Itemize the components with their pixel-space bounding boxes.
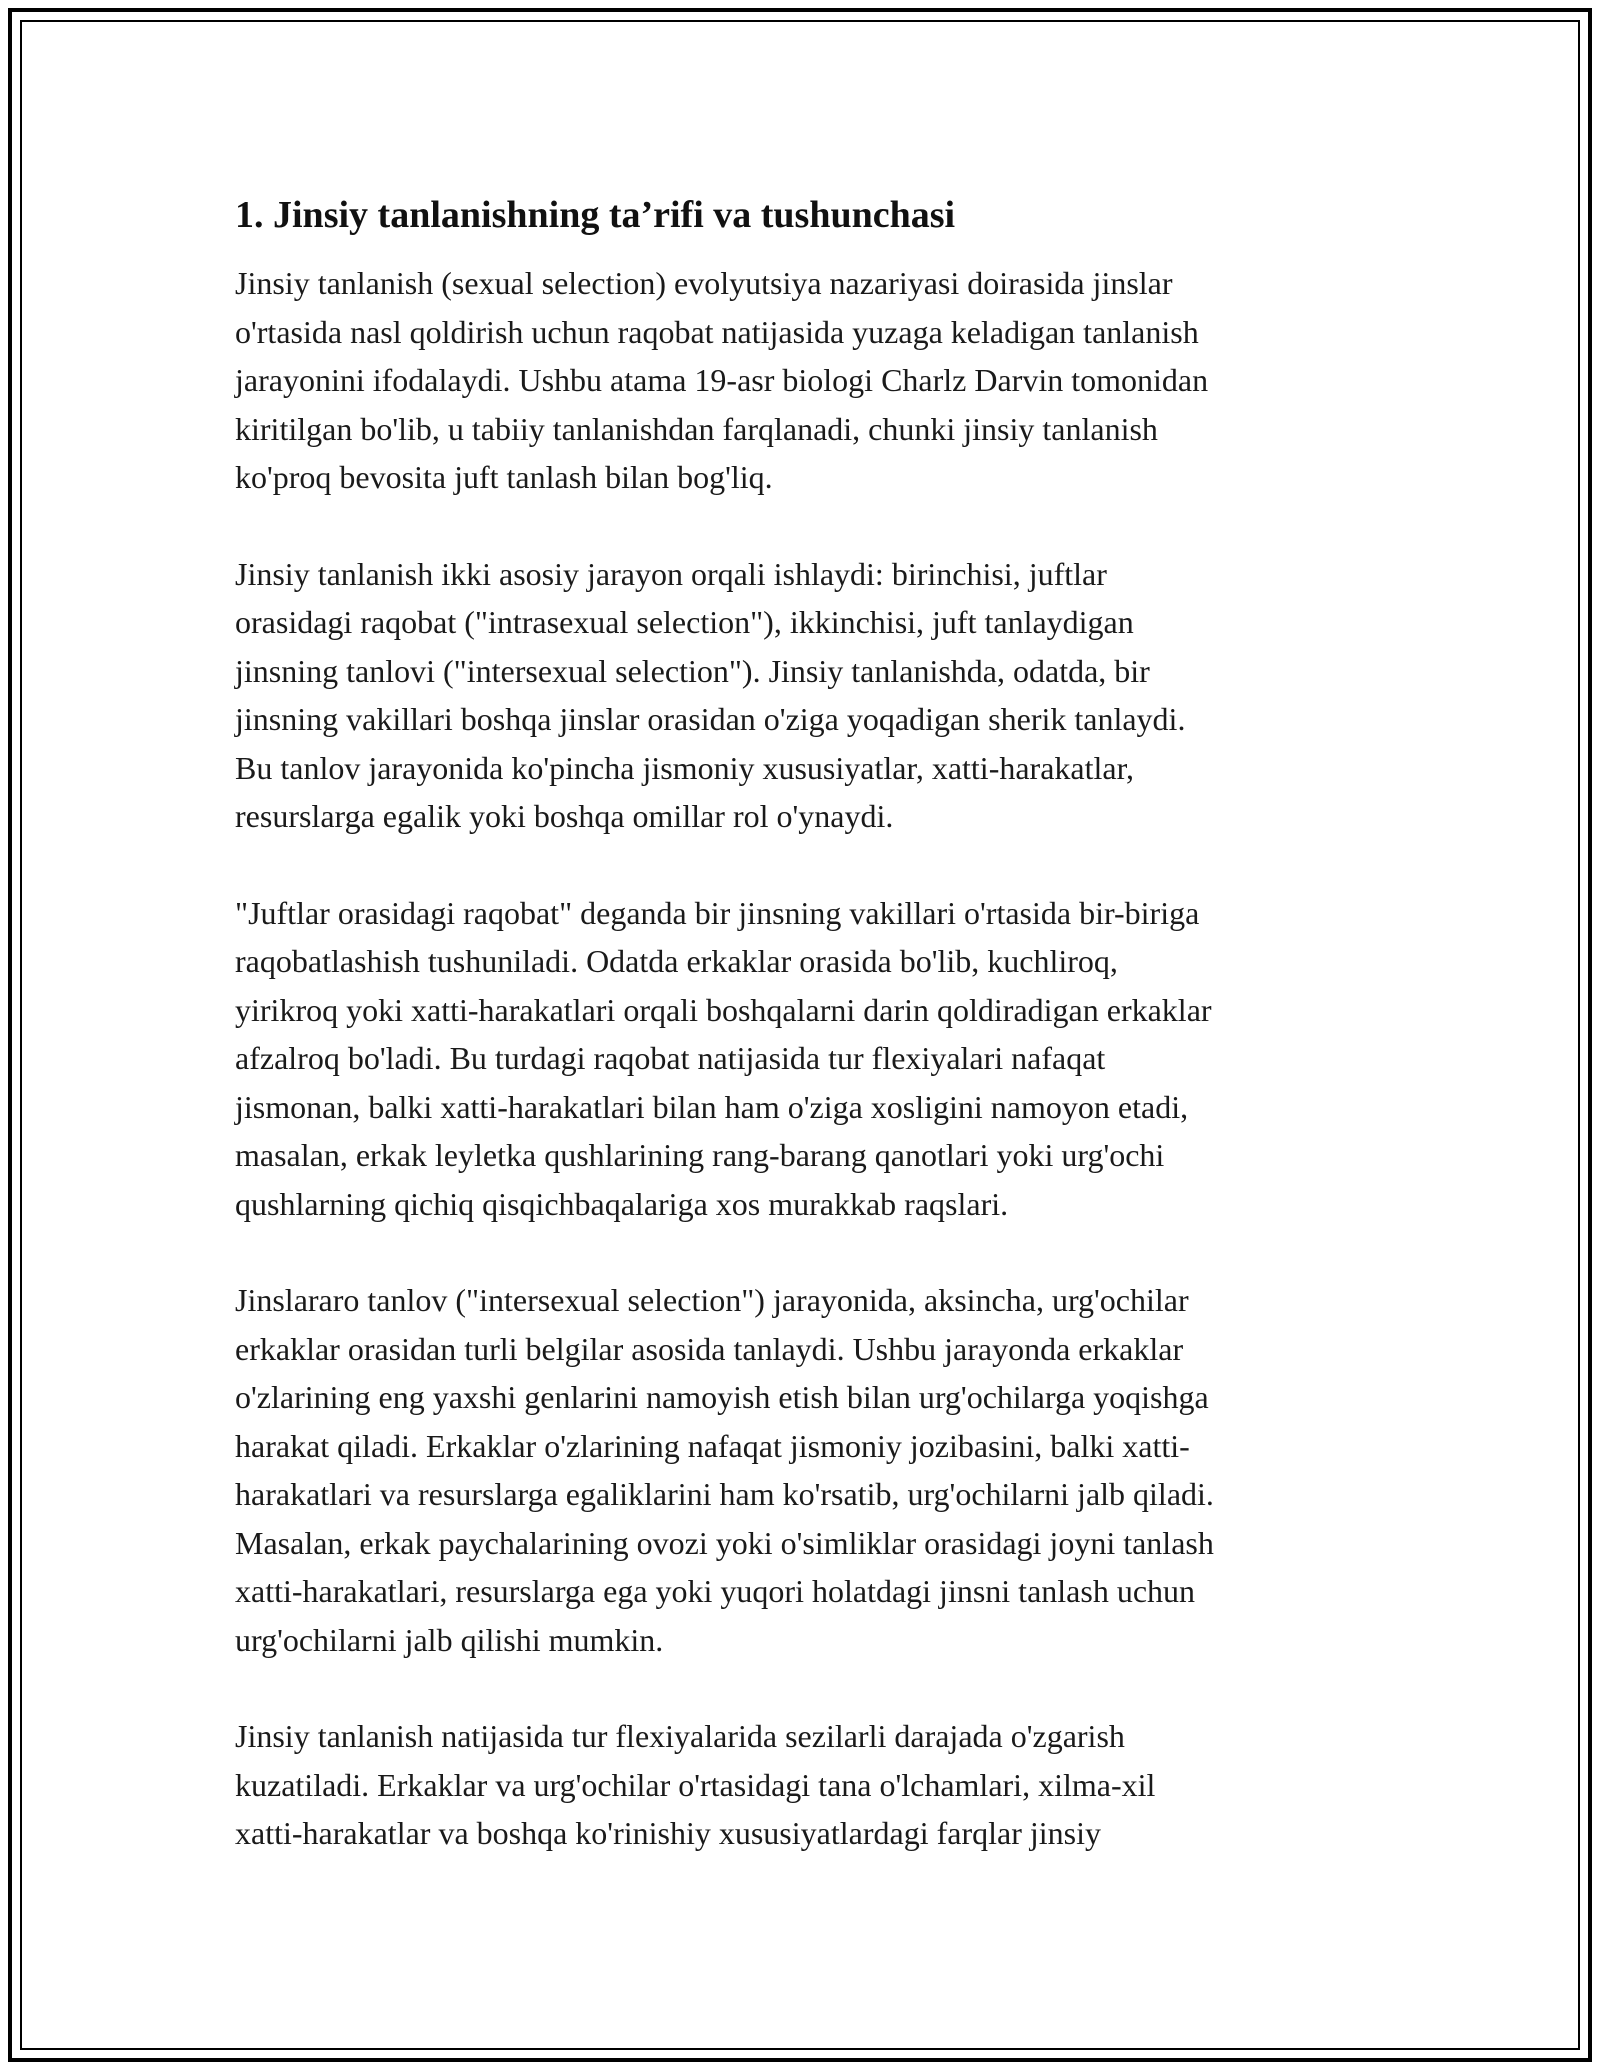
paragraph-line: qushlarning qichiq qisqichbaqalariga xos murakkab raqslari. — [235, 1185, 1009, 1222]
paragraph-line: harakatlari va resurslarga egaliklarini ham ko'rsatib, urg'ochilarni jalb qiladi. — [235, 1476, 1214, 1512]
paragraph-line: yirikroq yoki xatti-harakatlari orqali boshqalarni darin qoldiradigan erkaklar — [235, 991, 1212, 1028]
document-body — [235, 185, 1385, 1906]
paragraph — [235, 259, 1385, 502]
paragraph-line: kuzatiladi. Erkaklar va urg'ochilar o'rtasidagi tana o'lchamlari, xilma-xil — [235, 1766, 1156, 1803]
paragraph-line: Jinslararo tanlov ("intersexual selection") jarayonida, aksincha, urg'ochilar — [235, 1282, 1189, 1318]
paragraph-line: Jinsiy tanlanish natijasida tur flexiyalarida sezilarli darajada o'zgarish — [235, 1718, 1125, 1754]
paragraph-line: jarayonini ifodalaydi. Ushbu atama 19-asr biologi Charlz Darvin tomonidan — [235, 362, 1209, 398]
paragraph-line: erkaklar orasidan turli belgilar asosida tanlaydi. Ushbu jarayonda erkaklar — [235, 1330, 1184, 1367]
paragraph-line: Jinsiy tanlanish ikki asosiy jarayon orqali ishlaydi: birinchisi, juftlar — [235, 555, 1107, 592]
paragraph-line: "Juftlar orasidagi raqobat" deganda bir jinsning vakillari o'rtasida bir-biriga — [235, 894, 1200, 931]
paragraph — [235, 1276, 1385, 1664]
paragraph-line: xatti-harakatlari, resurslarga ega yoki yuqori holatdagi jinsni tanlash uchun — [235, 1573, 1196, 1609]
paragraph-line: Bu tanlov jarayonida ko'pincha jismoniy xususiyatlar, xatti-harakatlar, — [235, 749, 1134, 786]
paragraph-line: raqobatlashish tushuniladi. Odatda erkaklar orasida bo'lib, kuchliroq, — [235, 943, 1118, 979]
paragraph-line: harakat qiladi. Erkaklar o'zlarining nafaqat jismoniy jozibasini, balki xatti- — [235, 1427, 1190, 1464]
paragraph-line: o'rtasida nasl qoldirish uchun raqobat natijasida yuzaga keladigan tanlanish — [235, 313, 1199, 350]
paragraph-line: xatti-harakatlar va boshqa ko'rinishiy xususiyatlardagi farqlar jinsiy — [235, 1815, 1101, 1851]
paragraph-line: urg'ochilarni jalb qilishi mumkin. — [235, 1621, 664, 1658]
paragraph — [235, 1712, 1385, 1858]
paragraph-list — [235, 259, 1385, 1858]
paragraph-line: kiritilgan bo'lib, u tabiiy tanlanishdan farqlanadi, chunki jinsiy tanlanish — [235, 410, 1158, 447]
paragraph-line: Jinsiy tanlanish (sexual selection) evolyutsiya nazariyasi doirasida jinslar — [235, 265, 1173, 301]
section-heading: 1. Jinsiy tanlanishning ta’rifi va tushunchasi — [235, 194, 956, 236]
paragraph-line: masalan, erkak leyletka qushlarining rang-barang qanotlari yoki urg'ochi — [235, 1137, 1165, 1173]
paragraph-line: afzalroq bo'ladi. Bu turdagi raqobat natijasida tur flexiyalari nafaqat — [235, 1040, 1106, 1076]
paragraph-line: ko'proq bevosita juft tanlash bilan bog'liq. — [235, 459, 773, 495]
paragraph — [235, 889, 1385, 1229]
paragraph-line: o'zlarining eng yaxshi genlarini namoyish etish bilan urg'ochilarga yoqishga — [235, 1379, 1209, 1415]
paragraph-line: resurslarga egalik yoki boshqa omillar rol o'ynaydi. — [235, 798, 894, 834]
paragraph-line: orasidagi raqobat ("intrasexual selection"), ikkinchisi, juft tanlaydigan — [235, 604, 1134, 640]
paragraph-line: Masalan, erkak paychalarining ovozi yoki o'simliklar orasidagi joyni tanlash — [235, 1524, 1214, 1561]
paragraph-line: jismonan, balki xatti-harakatlari bilan ham o'ziga xosligini namoyon etadi, — [235, 1088, 1189, 1125]
paragraph-line: jinsning tanlovi ("intersexual selection"). Jinsiy tanlanishda, odatda, bir — [235, 652, 1150, 689]
paragraph-line: jinsning vakillari boshqa jinslar orasidan o'ziga yoqadigan sherik tanlaydi. — [235, 701, 1186, 737]
paragraph — [235, 550, 1385, 841]
